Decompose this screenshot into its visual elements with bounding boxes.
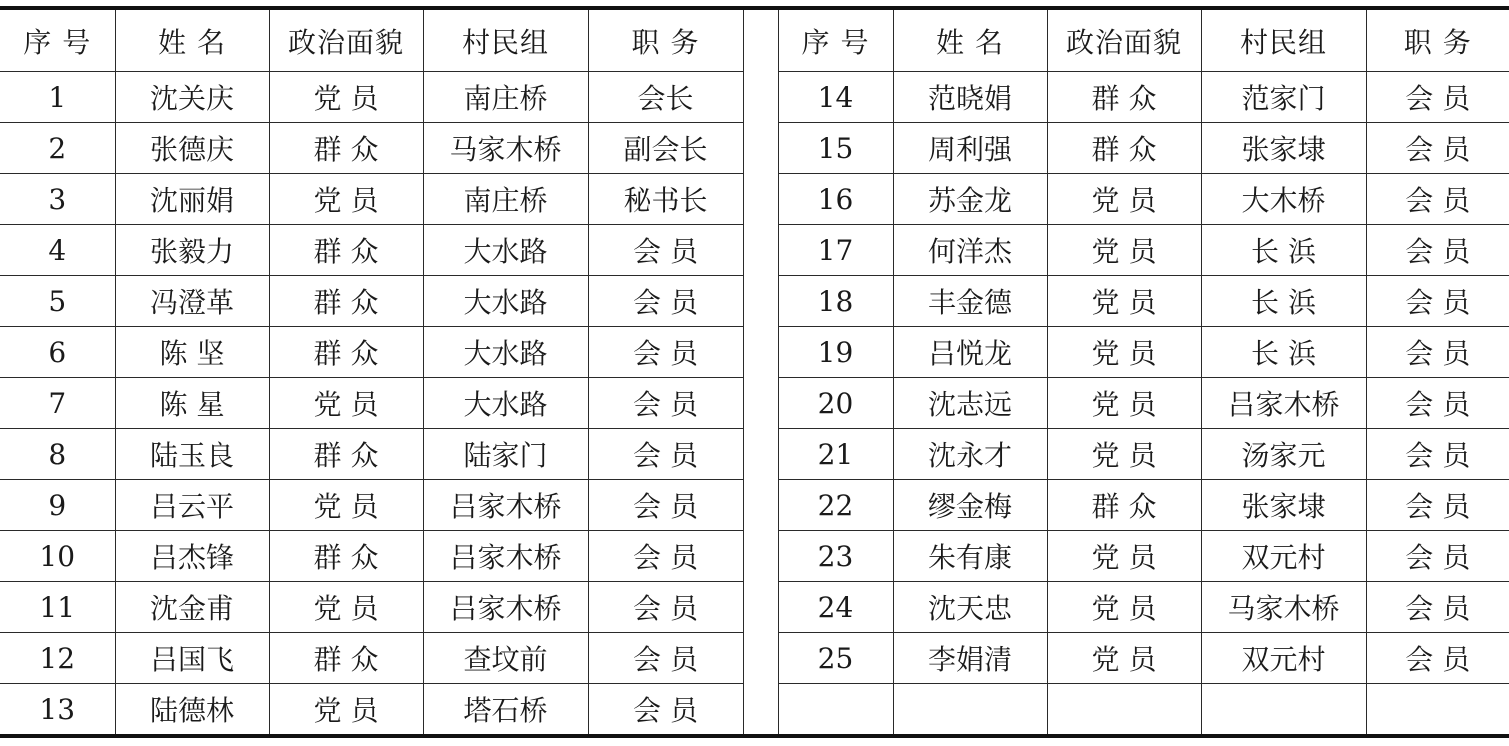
name-cell: 丰金德 xyxy=(893,276,1047,327)
serial-number-cell: 23 xyxy=(778,531,893,582)
serial-number-cell: 2 xyxy=(0,123,115,174)
village-group-cell: 张家埭 xyxy=(1201,123,1366,174)
table-row xyxy=(0,480,1509,531)
political-status-cell: 党 员 xyxy=(269,480,423,531)
name-cell: 吕杰锋 xyxy=(115,531,269,582)
political-status-cell: 群 众 xyxy=(269,633,423,684)
position-cell: 秘书长 xyxy=(588,174,743,225)
roster-body xyxy=(0,72,1509,737)
table-row xyxy=(0,276,1509,327)
position-cell: 会 员 xyxy=(588,276,743,327)
political-status-cell: 群 众 xyxy=(269,531,423,582)
name-cell: 沈永才 xyxy=(893,429,1047,480)
name-cell: 沈天忠 xyxy=(893,582,1047,633)
table-row xyxy=(0,633,1509,684)
political-status-cell: 群 众 xyxy=(1047,123,1201,174)
column-gap xyxy=(743,480,778,531)
serial-number-cell: 7 xyxy=(0,378,115,429)
column-gap xyxy=(743,8,778,72)
political-status-cell: 党 员 xyxy=(1047,378,1201,429)
political-status-cell: 群 众 xyxy=(1047,72,1201,123)
village-group-cell: 大水路 xyxy=(423,225,588,276)
column-gap xyxy=(743,174,778,225)
header-cell: 村民组 xyxy=(1201,8,1366,72)
position-cell: 会 员 xyxy=(588,378,743,429)
table-row xyxy=(0,429,1509,480)
political-status-cell: 群 众 xyxy=(269,225,423,276)
village-group-cell: 范家门 xyxy=(1201,72,1366,123)
serial-number-cell: 22 xyxy=(778,480,893,531)
name-cell: 陈 坚 xyxy=(115,327,269,378)
name-cell: 吕悦龙 xyxy=(893,327,1047,378)
village-group-cell: 陆家门 xyxy=(423,429,588,480)
header-row xyxy=(0,8,1509,72)
header-cell: 政治面貌 xyxy=(1047,8,1201,72)
column-gap xyxy=(743,378,778,429)
serial-number-cell: 11 xyxy=(0,582,115,633)
serial-number-cell xyxy=(778,684,893,737)
political-status-cell: 群 众 xyxy=(269,327,423,378)
village-group-cell: 大水路 xyxy=(423,327,588,378)
header-cell: 职 务 xyxy=(588,8,743,72)
column-gap xyxy=(743,633,778,684)
header-cell: 序 号 xyxy=(0,8,115,72)
position-cell: 会 员 xyxy=(1366,225,1509,276)
village-group-cell: 南庄桥 xyxy=(423,174,588,225)
position-cell: 会 员 xyxy=(1366,327,1509,378)
position-cell: 会 员 xyxy=(588,684,743,737)
political-status-cell: 党 员 xyxy=(1047,327,1201,378)
header-cell: 姓 名 xyxy=(115,8,269,72)
position-cell: 会 员 xyxy=(588,225,743,276)
village-group-cell: 双元村 xyxy=(1201,531,1366,582)
serial-number-cell: 16 xyxy=(778,174,893,225)
village-group-cell: 双元村 xyxy=(1201,633,1366,684)
name-cell: 何洋杰 xyxy=(893,225,1047,276)
village-group-cell: 吕家木桥 xyxy=(423,480,588,531)
serial-number-cell: 14 xyxy=(778,72,893,123)
table-row xyxy=(0,327,1509,378)
table-row xyxy=(0,582,1509,633)
name-cell: 陆德林 xyxy=(115,684,269,737)
name-cell: 沈丽娟 xyxy=(115,174,269,225)
serial-number-cell: 21 xyxy=(778,429,893,480)
position-cell: 副会长 xyxy=(588,123,743,174)
political-status-cell xyxy=(1047,684,1201,737)
political-status-cell: 党 员 xyxy=(1047,429,1201,480)
name-cell: 沈金甫 xyxy=(115,582,269,633)
political-status-cell: 党 员 xyxy=(1047,582,1201,633)
name-cell: 朱有康 xyxy=(893,531,1047,582)
position-cell: 会 员 xyxy=(1366,72,1509,123)
column-gap xyxy=(743,582,778,633)
name-cell: 沈志远 xyxy=(893,378,1047,429)
village-group-cell: 查坟前 xyxy=(423,633,588,684)
position-cell: 会 员 xyxy=(1366,276,1509,327)
position-cell: 会 员 xyxy=(588,582,743,633)
political-status-cell: 党 员 xyxy=(269,684,423,737)
village-group-cell: 吕家木桥 xyxy=(1201,378,1366,429)
position-cell: 会 员 xyxy=(588,429,743,480)
column-gap xyxy=(743,123,778,174)
serial-number-cell: 9 xyxy=(0,480,115,531)
serial-number-cell: 6 xyxy=(0,327,115,378)
member-roster-table xyxy=(0,6,1509,738)
serial-number-cell: 1 xyxy=(0,72,115,123)
serial-number-cell: 19 xyxy=(778,327,893,378)
political-status-cell: 群 众 xyxy=(1047,480,1201,531)
column-gap xyxy=(743,429,778,480)
position-cell: 会 员 xyxy=(1366,378,1509,429)
name-cell: 冯澄革 xyxy=(115,276,269,327)
position-cell: 会 员 xyxy=(588,327,743,378)
village-group-cell: 塔石桥 xyxy=(423,684,588,737)
village-group-cell: 长 浜 xyxy=(1201,327,1366,378)
political-status-cell: 党 员 xyxy=(269,378,423,429)
serial-number-cell: 3 xyxy=(0,174,115,225)
serial-number-cell: 17 xyxy=(778,225,893,276)
village-group-cell: 吕家木桥 xyxy=(423,582,588,633)
serial-number-cell: 25 xyxy=(778,633,893,684)
position-cell: 会 员 xyxy=(1366,480,1509,531)
table-row xyxy=(0,225,1509,276)
position-cell: 会 员 xyxy=(1366,174,1509,225)
village-group-cell: 南庄桥 xyxy=(423,72,588,123)
name-cell: 沈关庆 xyxy=(115,72,269,123)
village-group-cell: 长 浜 xyxy=(1201,276,1366,327)
political-status-cell: 党 员 xyxy=(1047,531,1201,582)
name-cell: 陈 星 xyxy=(115,378,269,429)
serial-number-cell: 13 xyxy=(0,684,115,737)
position-cell: 会长 xyxy=(588,72,743,123)
village-group-cell: 马家木桥 xyxy=(423,123,588,174)
position-cell xyxy=(1366,684,1509,737)
table-row xyxy=(0,72,1509,123)
column-gap xyxy=(743,72,778,123)
name-cell: 张毅力 xyxy=(115,225,269,276)
column-gap xyxy=(743,531,778,582)
table-row xyxy=(0,174,1509,225)
header-cell: 职 务 xyxy=(1366,8,1509,72)
position-cell: 会 员 xyxy=(588,480,743,531)
political-status-cell: 党 员 xyxy=(1047,225,1201,276)
serial-number-cell: 12 xyxy=(0,633,115,684)
serial-number-cell: 5 xyxy=(0,276,115,327)
table-row xyxy=(0,378,1509,429)
serial-number-cell: 24 xyxy=(778,582,893,633)
table-row xyxy=(0,684,1509,737)
political-status-cell: 党 员 xyxy=(269,72,423,123)
name-cell: 周利强 xyxy=(893,123,1047,174)
serial-number-cell: 8 xyxy=(0,429,115,480)
serial-number-cell: 18 xyxy=(778,276,893,327)
political-status-cell: 党 员 xyxy=(1047,633,1201,684)
column-gap xyxy=(743,684,778,737)
name-cell: 吕云平 xyxy=(115,480,269,531)
village-group-cell: 吕家木桥 xyxy=(423,531,588,582)
column-gap xyxy=(743,276,778,327)
political-status-cell: 党 员 xyxy=(269,174,423,225)
position-cell: 会 员 xyxy=(1366,633,1509,684)
position-cell: 会 员 xyxy=(1366,429,1509,480)
name-cell: 张德庆 xyxy=(115,123,269,174)
serial-number-cell: 4 xyxy=(0,225,115,276)
position-cell: 会 员 xyxy=(588,531,743,582)
column-gap xyxy=(743,327,778,378)
header-cell: 村民组 xyxy=(423,8,588,72)
header-cell: 政治面貌 xyxy=(269,8,423,72)
political-status-cell: 群 众 xyxy=(269,429,423,480)
position-cell: 会 员 xyxy=(1366,582,1509,633)
political-status-cell: 群 众 xyxy=(269,276,423,327)
political-status-cell: 党 员 xyxy=(269,582,423,633)
name-cell: 陆玉良 xyxy=(115,429,269,480)
village-group-cell: 大木桥 xyxy=(1201,174,1366,225)
village-group-cell: 大水路 xyxy=(423,276,588,327)
name-cell: 范晓娟 xyxy=(893,72,1047,123)
name-cell: 缪金梅 xyxy=(893,480,1047,531)
position-cell: 会 员 xyxy=(588,633,743,684)
political-status-cell: 群 众 xyxy=(269,123,423,174)
name-cell: 吕国飞 xyxy=(115,633,269,684)
political-status-cell: 党 员 xyxy=(1047,174,1201,225)
position-cell: 会 员 xyxy=(1366,123,1509,174)
political-status-cell: 党 员 xyxy=(1047,276,1201,327)
serial-number-cell: 15 xyxy=(778,123,893,174)
name-cell xyxy=(893,684,1047,737)
village-group-cell xyxy=(1201,684,1366,737)
village-group-cell: 马家木桥 xyxy=(1201,582,1366,633)
header-cell: 序 号 xyxy=(778,8,893,72)
village-group-cell: 张家埭 xyxy=(1201,480,1366,531)
table-row xyxy=(0,531,1509,582)
village-group-cell: 大水路 xyxy=(423,378,588,429)
name-cell: 苏金龙 xyxy=(893,174,1047,225)
village-group-cell: 汤家元 xyxy=(1201,429,1366,480)
serial-number-cell: 20 xyxy=(778,378,893,429)
column-gap xyxy=(743,225,778,276)
village-group-cell: 长 浜 xyxy=(1201,225,1366,276)
position-cell: 会 员 xyxy=(1366,531,1509,582)
name-cell: 李娟清 xyxy=(893,633,1047,684)
header-cell: 姓 名 xyxy=(893,8,1047,72)
table-row xyxy=(0,123,1509,174)
serial-number-cell: 10 xyxy=(0,531,115,582)
